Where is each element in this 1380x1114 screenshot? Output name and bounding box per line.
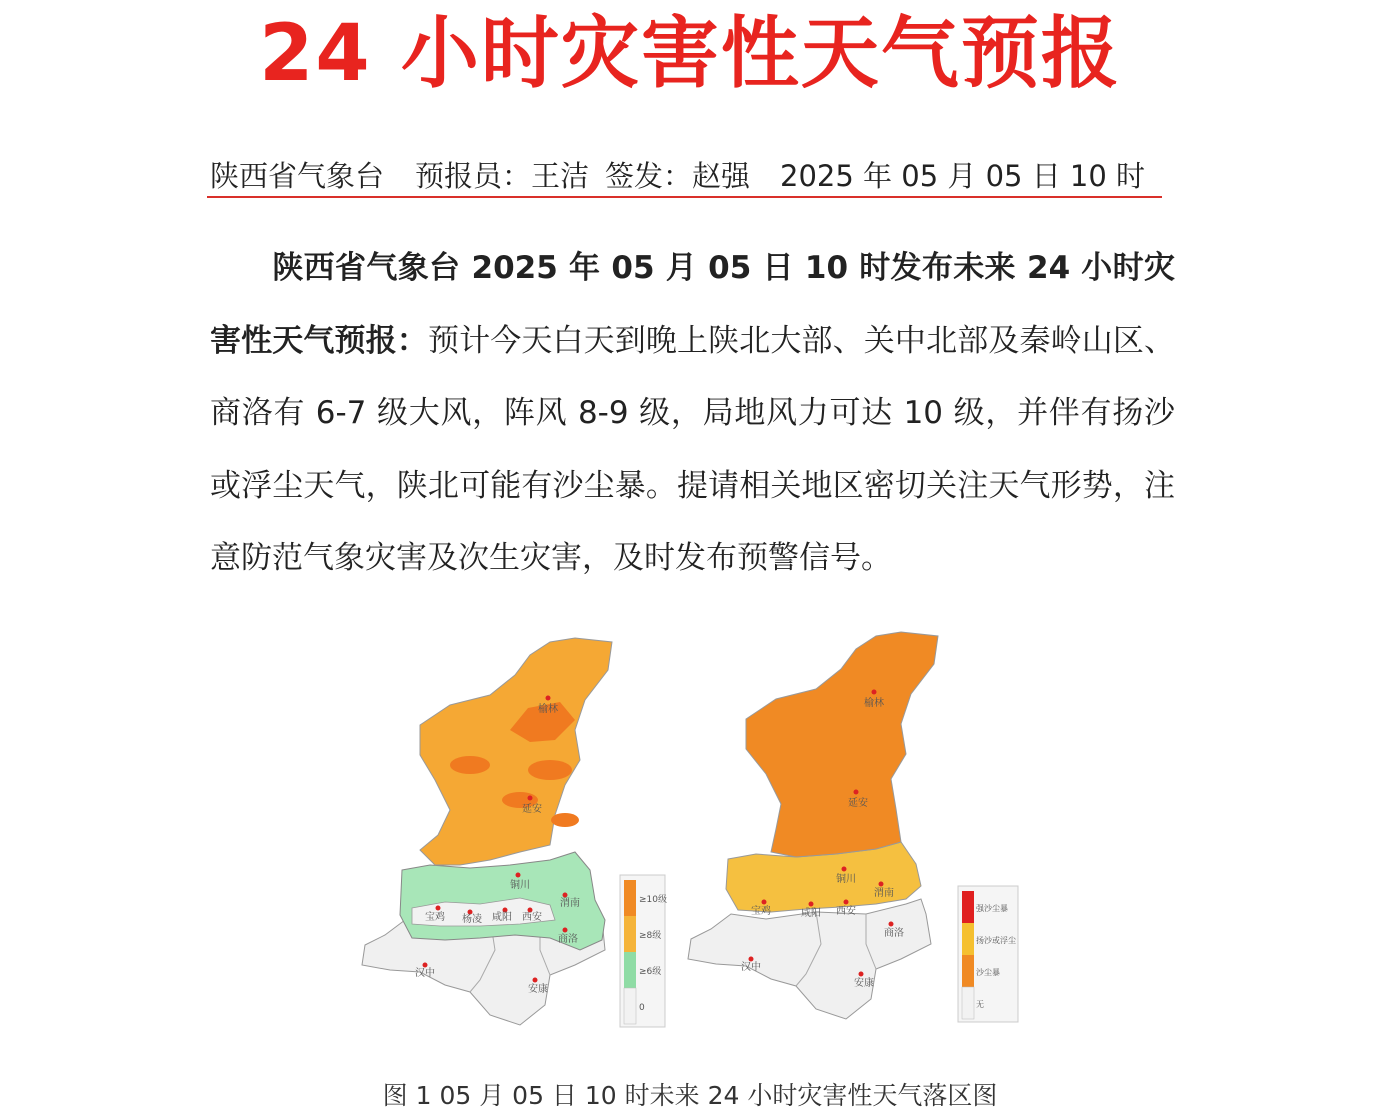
- legend-label: 扬沙或浮尘: [976, 936, 1016, 945]
- city-label: 铜川: [510, 880, 530, 891]
- agency-name: 陕西省气象台: [210, 159, 385, 193]
- header-divider: [207, 196, 1162, 198]
- map-region-shaanbei: [420, 638, 612, 865]
- forecast-lead: 陕西省气象台 2025 年 05 月 05 日 10 时发布未来 24 小时灾害性天气预报：: [210, 250, 1175, 359]
- city-label: 咸阳: [492, 912, 512, 923]
- city-label: 铜川: [836, 874, 856, 885]
- wind-legend: [620, 875, 667, 1027]
- city-label: 榆林: [864, 698, 884, 709]
- issuer: 签发：赵强: [605, 159, 751, 193]
- issue-datetime: 2025 年 05 月 05 日 10 时: [780, 159, 1146, 193]
- city-label: 商洛: [558, 934, 578, 945]
- city-label: 渭南: [560, 898, 580, 909]
- forecast-maps: [350, 620, 1070, 1040]
- city-label: 延安: [522, 804, 542, 815]
- city-label: 宝鸡: [751, 906, 771, 917]
- figure-caption: 图 1 05 月 05 日 10 时未来 24 小时灾害性天气落区图: [382, 1081, 998, 1110]
- city-label: 渭南: [874, 888, 894, 899]
- page-title: 24 小时灾害性天气预报: [259, 9, 1121, 99]
- dust-map: [688, 632, 1018, 1022]
- city-label: 西安: [522, 912, 542, 923]
- city-label: 安康: [528, 984, 548, 995]
- wind-map: [362, 638, 667, 1027]
- city-label: 汉中: [415, 968, 435, 979]
- document-meta: [210, 150, 1160, 196]
- city-label: 杨凌: [462, 914, 482, 925]
- legend-label: ≥10级: [639, 895, 667, 905]
- city-label: 商洛: [884, 928, 904, 939]
- city-label: 宝鸡: [425, 912, 445, 923]
- city-label: 汉中: [741, 962, 761, 973]
- legend-label: ≥8级: [639, 931, 662, 941]
- forecast-paragraph: [210, 232, 1175, 595]
- legend-label: 沙尘暴: [976, 968, 1000, 977]
- city-label: 西安: [836, 906, 856, 917]
- legend-label: 强沙尘暴: [976, 904, 1008, 913]
- city-label: 延安: [848, 798, 868, 809]
- legend-label: 无: [976, 1000, 984, 1009]
- city-label: 榆林: [538, 704, 558, 715]
- map-region-shaanbei: [746, 632, 938, 857]
- city-label: 安康: [854, 978, 874, 989]
- legend-label: ≥6级: [639, 967, 662, 977]
- forecast-body: 预计今天白天到晚上陕北大部、关中北部及秦岭山区、商洛有 6-7 级大风，阵风 8-9 级，局地风力可达 10 级，并伴有扬沙或浮尘天气，陕北可能有沙尘暴。提请相关地区密切关注天气形势，注意防范气象灾害及次生灾害，及时发布预警信号。: [210, 322, 1176, 576]
- city-label: 咸阳: [801, 908, 821, 919]
- forecaster: 预报员：王洁: [415, 159, 590, 193]
- legend-label: 0: [639, 1003, 645, 1013]
- dust-legend: [958, 886, 1018, 1022]
